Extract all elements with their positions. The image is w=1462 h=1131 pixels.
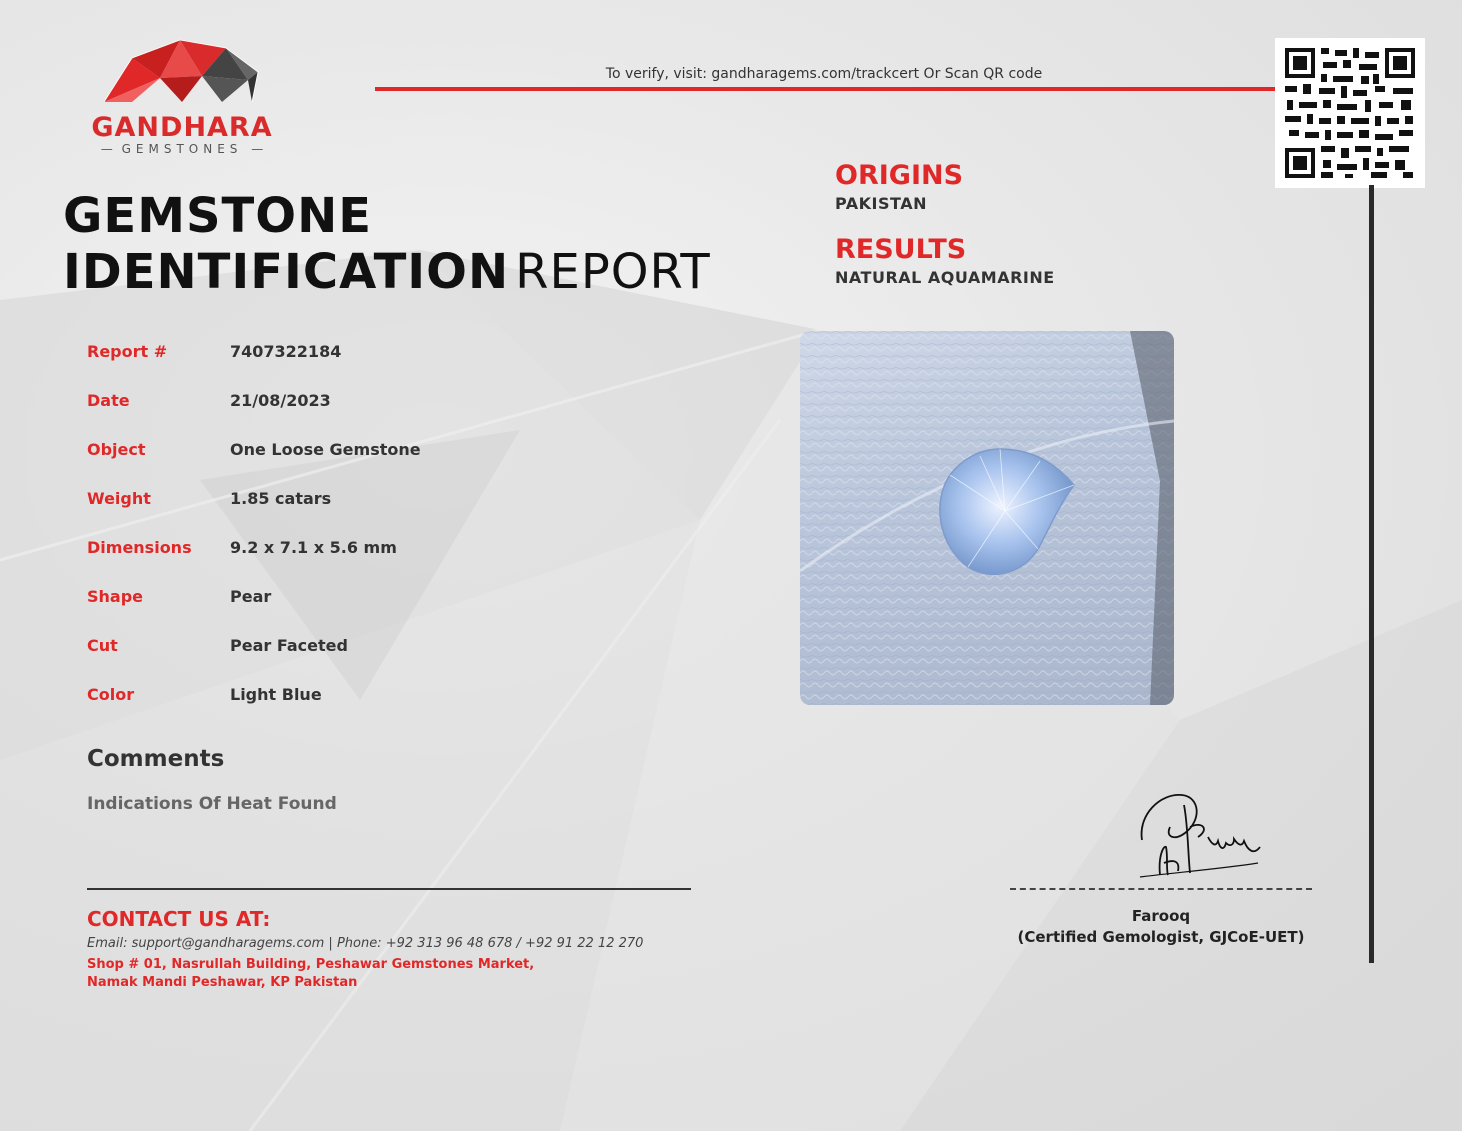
contact-heading: CONTACT US AT:: [87, 907, 271, 931]
detail-value-shape: Pear: [230, 587, 272, 606]
detail-value-report: 7407322184: [230, 342, 342, 361]
title-light: REPORT: [515, 244, 711, 300]
report-title-line2: [63, 244, 711, 300]
detail-value-color: Light Blue: [230, 685, 322, 704]
results-label: RESULTS: [835, 234, 967, 265]
detail-value-cut: Pear Faceted: [230, 636, 348, 655]
report-title-line1: GEMSTONE: [63, 188, 373, 244]
contact-address-line2: Namak Mandi Peshawar, KP Pakistan: [87, 975, 358, 990]
detail-value-weight: 1.85 catars: [230, 489, 332, 508]
detail-label-weight: Weight: [87, 489, 151, 508]
brand-name: GANDHARA: [91, 112, 273, 143]
contact-divider: [87, 888, 691, 890]
pear-gemstone-photo: [800, 331, 1174, 705]
detail-label-dimensions: Dimensions: [87, 538, 192, 557]
detail-label-color: Color: [87, 685, 135, 704]
qr-code-icon[interactable]: [1275, 38, 1425, 188]
vertical-divider: [1369, 185, 1374, 963]
detail-label-date: Date: [87, 391, 130, 410]
results-value: NATURAL AQUAMARINE: [835, 268, 1055, 287]
origins-label: ORIGINS: [835, 160, 964, 191]
geometric-dome-logo-icon: [62, 36, 302, 112]
signatory-title: (Certified Gemologist, GJCoE-UET): [1017, 928, 1305, 946]
origins-value: PAKISTAN: [835, 194, 927, 213]
signatory-name: Farooq: [1131, 907, 1191, 925]
header-divider: [375, 87, 1275, 91]
detail-label-object: Object: [87, 440, 146, 459]
comments-text: Indications Of Heat Found: [87, 794, 337, 814]
contact-email-phone[interactable]: Email: support@gandharagems.com | Phone: +92 313 96 48 678 / +92 91 22 12 270: [87, 936, 644, 951]
detail-label-shape: Shape: [87, 587, 144, 606]
contact-address-line1: Shop # 01, Nasrullah Building, Peshawar Gemstones Market,: [87, 957, 535, 972]
detail-label-cut: Cut: [87, 636, 118, 655]
detail-value-object: One Loose Gemstone: [230, 440, 421, 459]
brand-subtitle: — GEMSTONES —: [100, 142, 264, 156]
detail-label-report: Report #: [87, 342, 168, 361]
brand-logo: [62, 36, 302, 161]
comments-heading: Comments: [87, 746, 225, 772]
title-bold: IDENTIFICATION: [63, 244, 510, 300]
verify-instructions: To verify, visit: gandharagems.com/trackcert Or Scan QR code: [605, 66, 1043, 82]
detail-value-date: 21/08/2023: [230, 391, 331, 410]
detail-value-dimensions: 9.2 x 7.1 x 5.6 mm: [230, 538, 397, 557]
handwritten-signature-icon: [1130, 785, 1270, 885]
signature-line: [1010, 888, 1312, 890]
